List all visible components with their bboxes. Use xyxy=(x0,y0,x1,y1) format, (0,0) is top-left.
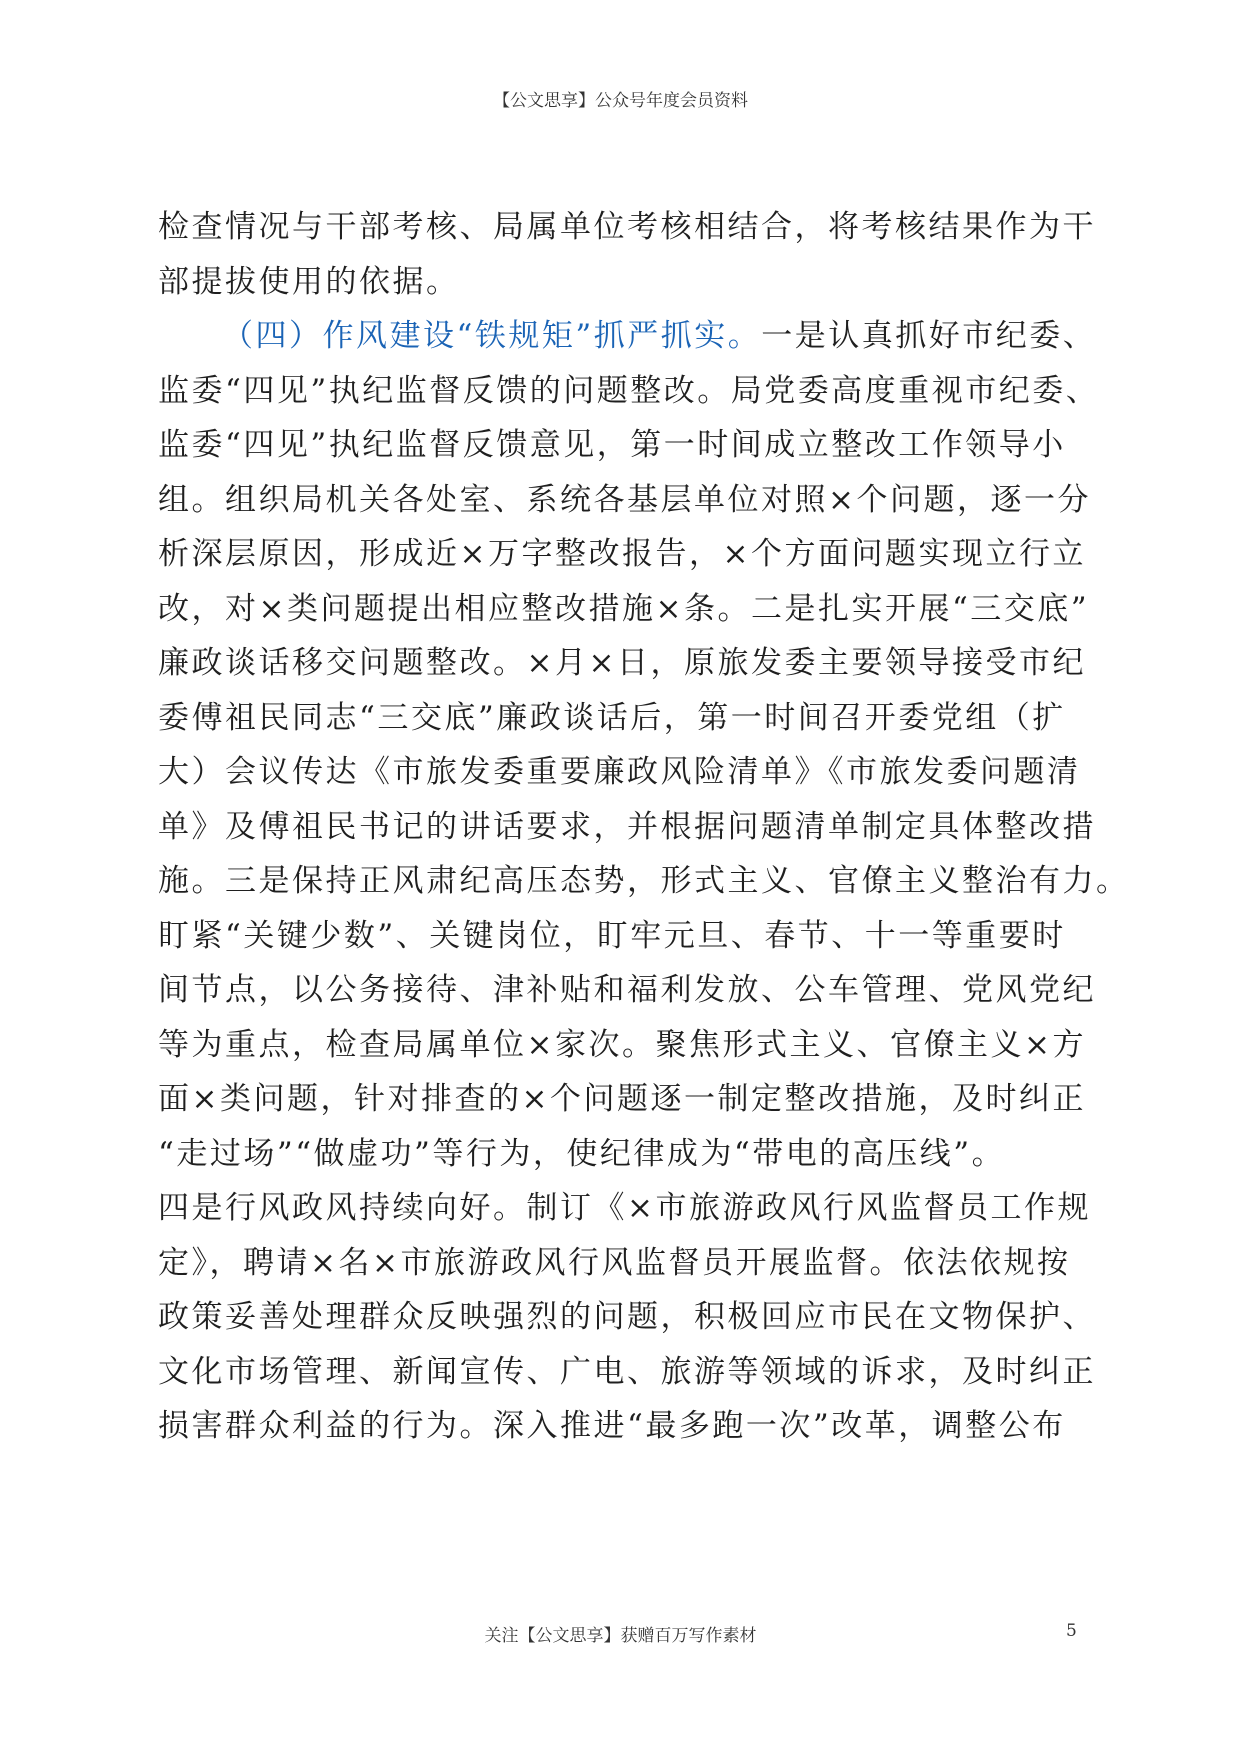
page-footer: 关注【公文思享】获赠百万写作素材 xyxy=(484,1626,757,1646)
body-line-10: 委傅祖民同志“三交底”廉政谈话后，第一时间召开委党组（扩 xyxy=(158,699,1066,736)
page-header: 【公文思享】公众号年度会员资料 xyxy=(493,91,748,111)
body-line-15: 间节点，以公务接待、津补贴和福利发放、公车管理、党风党纪 xyxy=(158,972,1096,1008)
body-line-18: “走过场”“做虚功”等行为，使纪律成为“带电的高压线”。 xyxy=(158,1135,1006,1172)
body-line-14: 盯紧“关键少数”、关键岗位，盯牢元旦、春节、十一等重要时 xyxy=(158,917,1066,954)
body-line-8: 改，对×类问题提出相应整改措施×条。二是扎实开展“三交底” xyxy=(158,590,1090,627)
body-line-1: 检查情况与干部考核、局属单位考核相结合，将考核结果作为干 xyxy=(158,209,1096,245)
body-line-23: 损害群众利益的行为。深入推进“最多跑一次”改革，调整公布 xyxy=(158,1408,1066,1444)
body-line-22: 文化市场管理、新闻宣传、广电、旅游等领域的诉求，及时纠正 xyxy=(158,1353,1096,1390)
body-line-6: 组。组织局机关各处室、系统各基层单位对照×个问题，逐一分 xyxy=(158,481,1091,518)
body-line-16: 等为重点，检查局属单位×家次。聚焦形式主义、官僚主义×方 xyxy=(158,1026,1086,1063)
body-line-9: 廉政谈话移交问题整改。×月×日，原旅发委主要领导接受市纪 xyxy=(158,645,1086,681)
body-line-13: 施。三是保持正风肃纪高压态势，形式主义、官僚主义整治有力。 xyxy=(158,863,1130,899)
body-text xyxy=(158,200,1130,1454)
body-line-17: 面×类问题，针对排查的×个问题逐一制定整改措施，及时纠正 xyxy=(158,1081,1086,1117)
body-line-21: 政策妥善处理群众反映强烈的问题，积极回应市民在文物保护、 xyxy=(158,1299,1096,1335)
body-line-12: 单》及傅祖民书记的讲话要求，并根据问题清单制定具体整改措 xyxy=(158,808,1096,845)
body-line-11: 大）会议传达《市旅发委重要廉政风险清单》《市旅发委问题清 xyxy=(158,754,1081,790)
body-line-4: 监委“四见”执纪监督反馈的问题整改。局党委高度重视市纪委、 xyxy=(158,372,1100,409)
body-line-2: 部提拔使用的依据。 xyxy=(158,263,460,300)
body-line-20: 定》，聘请×名×市旅游政风行风监督员开展监督。依法依规按 xyxy=(158,1244,1071,1281)
body-line-5: 监委“四见”执纪监督反馈意见，第一时间成立整改工作领导小 xyxy=(158,427,1066,463)
page-number: 5 xyxy=(1066,1621,1077,1641)
body-line-7: 析深层原因，形成近×万字整改报告，×个方面问题实现立行立 xyxy=(158,536,1086,572)
section-heading: （四）作风建设“铁规矩”抓严抓实。 xyxy=(222,318,762,354)
section-paragraph-start xyxy=(158,309,1097,364)
body-line-19: 四是行风政风持续向好。制订《×市旅游政风行风监督员工作规 xyxy=(158,1190,1091,1226)
body-line-3: 一是认真抓好市纪委、 xyxy=(761,318,1097,354)
